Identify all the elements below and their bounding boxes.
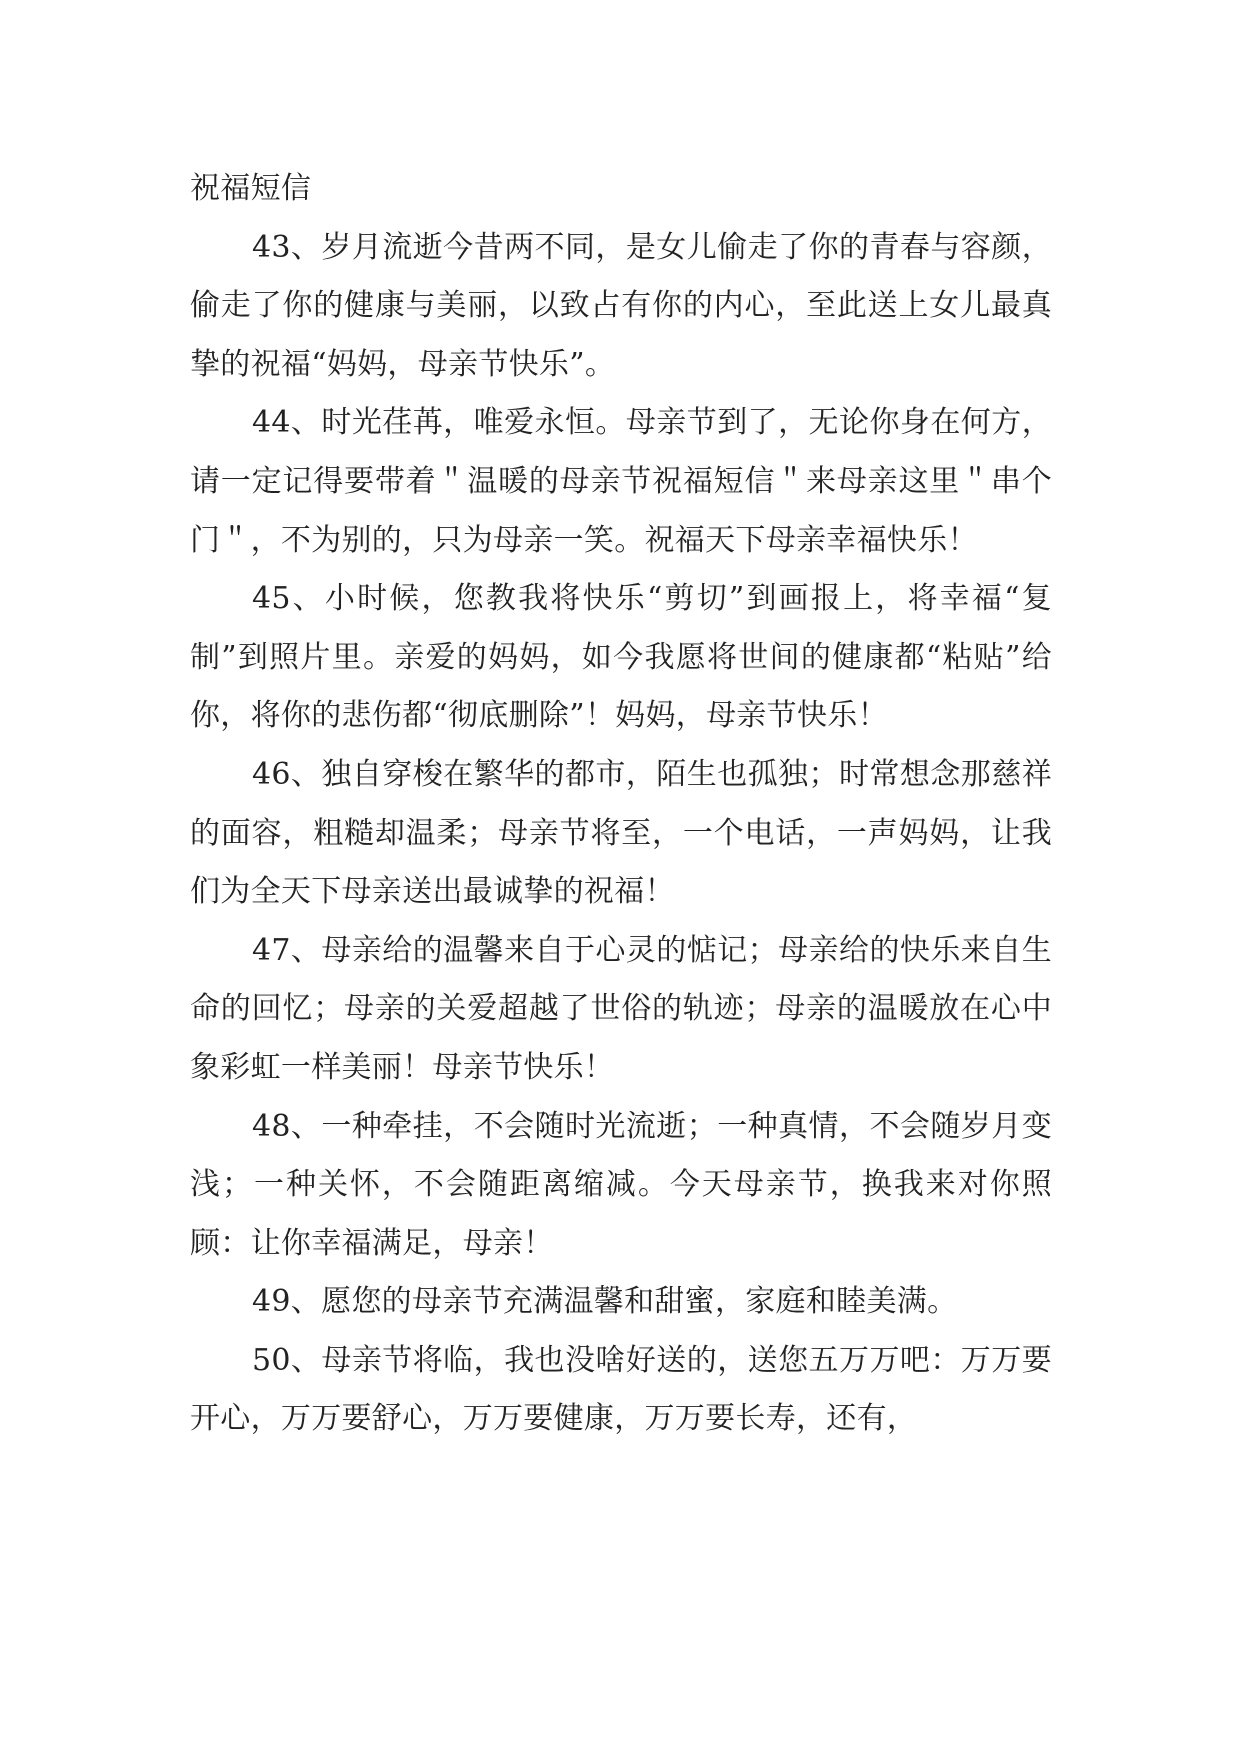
paragraph-45: 45、小时候，您教我将快乐“剪切”到画报上，将幸福“复制”到照片里。亲爱的妈妈，如今我愿将世间的健康都“粘贴”给你，将你的悲伤都“彻底删除”！妈妈，母亲节快乐！: [190, 581, 1052, 734]
heading-fragment: 祝福短信: [190, 171, 312, 206]
paragraph-44: 44、时光荏苒，唯爱永恒。母亲节到了，无论你身在何方，请一定记得要带着＂温暖的母亲节祝福短信＂来母亲这里＂串个门＂，不为别的，只为母亲一笑。祝福天下母亲幸福快乐！: [190, 405, 1052, 558]
paragraph-48: 48、一种牵挂，不会随时光流逝；一种真情，不会随岁月变浅；一种关怀，不会随距离缩减。今天母亲节，换我来对你照顾：让你幸福满足，母亲！: [190, 1108, 1052, 1261]
paragraph-43: 43、岁月流逝今昔两不同，是女儿偷走了你的青春与容颜，偷走了你的健康与美丽，以致占有你的内心，至此送上女儿最真挚的祝福“妈妈，母亲节快乐”。: [190, 229, 1052, 382]
document-body: [190, 160, 1052, 1449]
paragraph-49: 49、愿您的母亲节充满温馨和甜蜜，家庭和睦美满。: [252, 1284, 958, 1320]
paragraph-46: 46、独自穿梭在繁华的都市，陌生也孤独；时常想念那慈祥的面容，粗糙却温柔；母亲节将至，一个电话，一声妈妈，让我们为全天下母亲送出最诚挚的祝福！: [190, 756, 1052, 910]
paragraph-47: 47、母亲给的温馨来自于心灵的惦记；母亲给的快乐来自生命的回忆；母亲的关爱超越了世俗的轨迹；母亲的温暖放在心中象彩虹一样美丽！母亲节快乐！: [190, 932, 1052, 1085]
paragraph-50: 50、母亲节将临，我也没啥好送的，送您五万万吧：万万要开心，万万要舒心，万万要健康，万万要长寿，还有，: [190, 1342, 1052, 1437]
